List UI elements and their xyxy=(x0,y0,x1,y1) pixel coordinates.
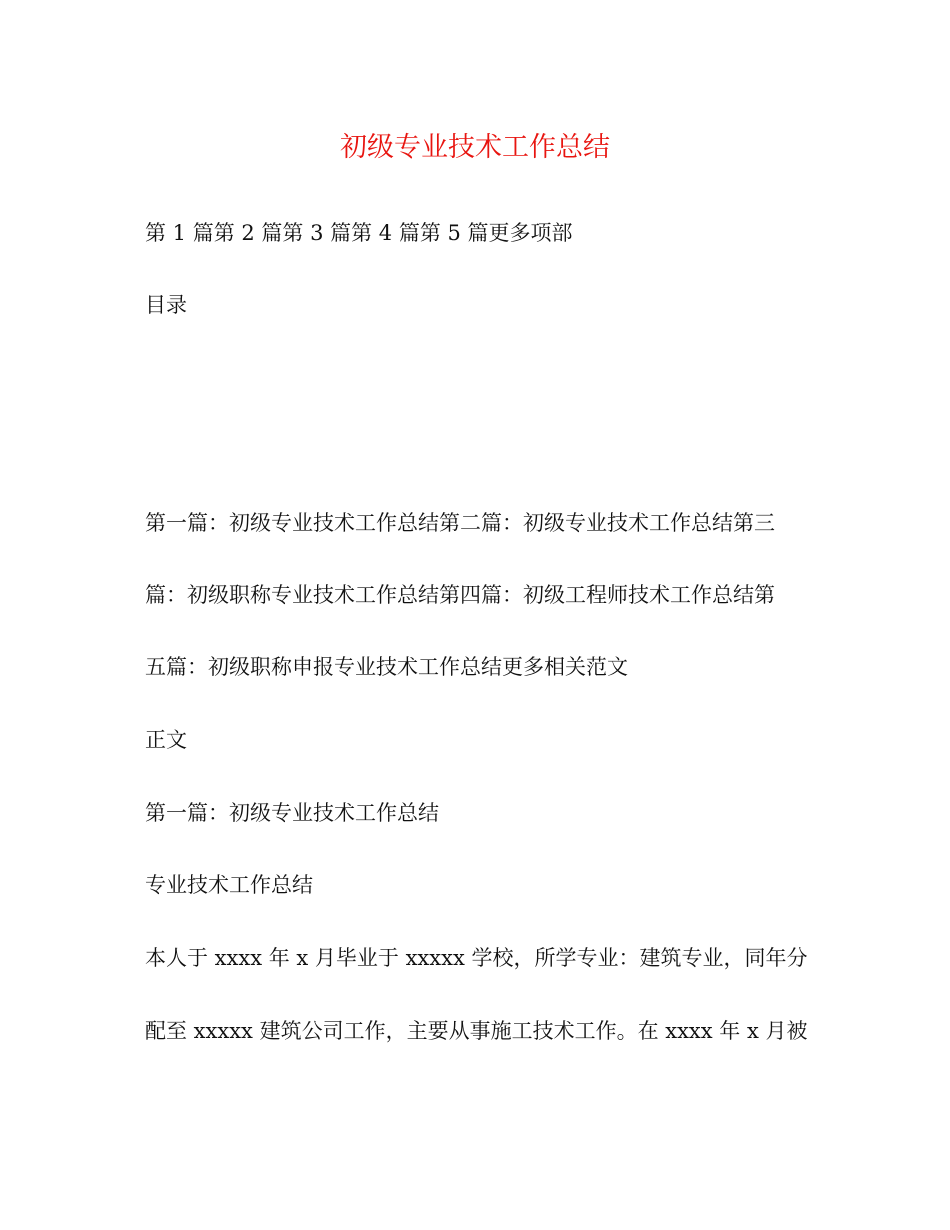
body-heading: 正文 xyxy=(145,728,187,752)
section-title: 第一篇：初级专业技术工作总结 xyxy=(145,801,439,825)
toc-heading: 目录 xyxy=(145,293,187,317)
toc-line: 第一篇：初级专业技术工作总结第二篇：初级专业技术工作总结第三 xyxy=(145,511,775,535)
toc-line: 五篇：初级职称申报专业技术工作总结更多相关范文 xyxy=(145,655,628,679)
toc-line: 篇：初级职称专业技术工作总结第四篇：初级工程师技术工作总结第 xyxy=(145,583,775,607)
paragraph-line: 配至 xxxxx 建筑公司工作，主要从事施工技术工作。在 xxxx 年 x 月被 xyxy=(145,1019,808,1043)
paragraph-line: 本人于 xxxx 年 x 月毕业于 xxxxx 学校，所学专业：建筑专业，同年分 xyxy=(145,946,808,970)
section-subtitle: 专业技术工作总结 xyxy=(145,873,313,897)
document-title: 初级专业技术工作总结 xyxy=(340,132,610,163)
part-navigation-line: 第 1 篇第 2 篇第 3 篇第 4 篇第 5 篇更多项部 xyxy=(145,221,573,245)
